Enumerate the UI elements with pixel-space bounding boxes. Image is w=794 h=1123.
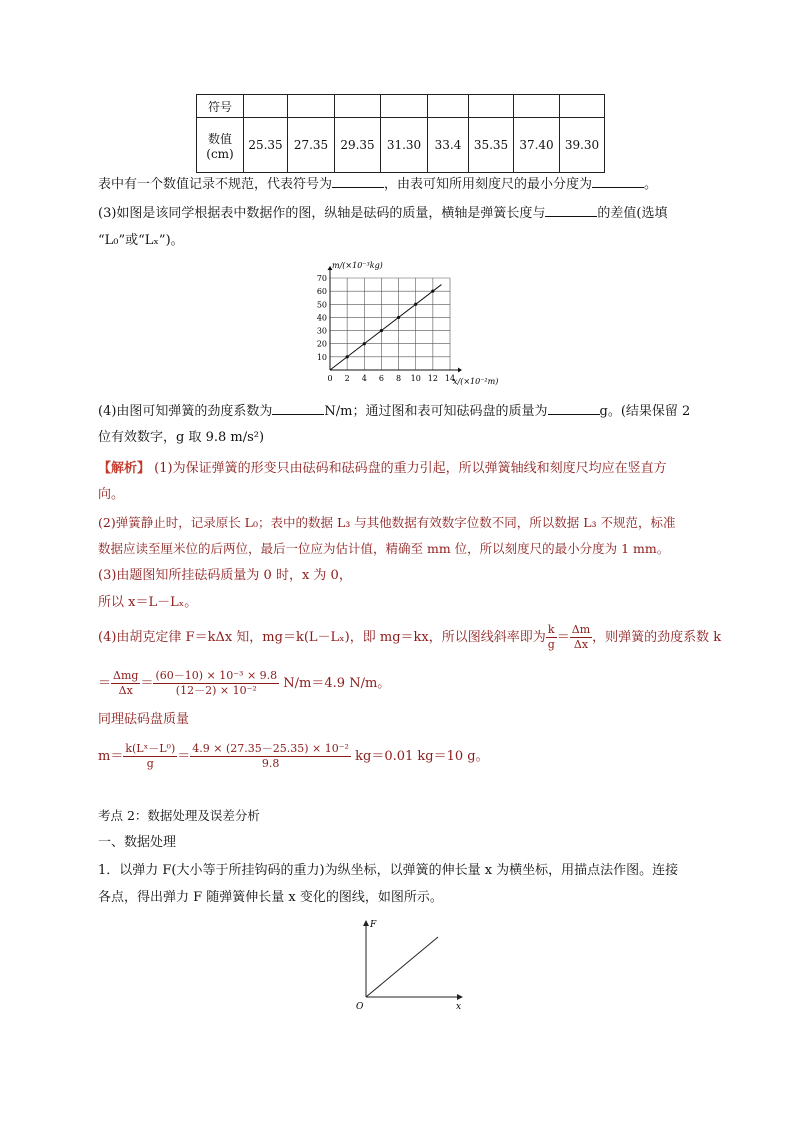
y-tick-label: 10 [316, 352, 327, 362]
solution-s1a: (1)为保证弹簧的形变只由砝码和砝码盘的重力引起，所以弹簧轴线和刻度尺均应在竖直方 [150, 461, 667, 476]
answer-blank [545, 204, 597, 217]
value-cell: 25.35 [244, 118, 288, 173]
chart-x-axis-label: x/(×10⁻²m) [453, 377, 499, 386]
m-x-chart [308, 256, 508, 392]
data-point [346, 355, 349, 358]
frac-num: 4.9 × (27.35－25.35) × 10⁻² [192, 742, 349, 755]
x-tick-label: 6 [378, 374, 384, 383]
frac-den: 9.8 [261, 757, 280, 770]
f-x-line [366, 937, 438, 997]
q4-line1 [98, 401, 703, 423]
equals: ＝ [140, 676, 154, 691]
solution-s4-tail: ，则弹簧的劲度系数 k [592, 630, 722, 645]
symbol-cell [335, 95, 381, 118]
answer-blank [272, 402, 324, 415]
frac-num: (60－10) × 10⁻³ × 9.8 [155, 669, 278, 682]
solution-s2b: 数据应读至厘米位的后两位，最后一位应为估计值，精确至 mm 位，所以刻度尺的最小分度为 1 mm。 [98, 541, 670, 556]
q2-text-c: 。 [644, 177, 658, 192]
symbol-cell [514, 95, 560, 118]
solution-s1b: 向。 [98, 487, 125, 502]
x-tick-label: 0 [327, 374, 333, 383]
y-tick-label: 20 [316, 339, 327, 349]
value-cell: 27.35 [288, 118, 335, 173]
solution-s4a: (4)由胡克定律 F＝kΔx 知，mg＝k(L－Lₓ)，即 mg＝kx，所以图线斜率即为 [98, 630, 546, 645]
y-tick-label: 50 [316, 300, 327, 310]
value-cell: 39.30 [560, 118, 605, 173]
solution-k-line [98, 664, 703, 704]
fraction-m-formula [123, 742, 177, 771]
data-table [196, 94, 605, 173]
q4-text-a: (4)由图可知弹簧的劲度系数为 [98, 404, 273, 419]
frac-den: Δx [573, 638, 589, 651]
y-tick-label: 60 [316, 287, 327, 297]
q3-text: (3)如图是该同学根据表中数据作的图，纵轴是砝码的质量，横轴是弹簧长度与 [98, 206, 546, 221]
f-axis-label: F [370, 920, 377, 930]
symbol-header: 符号 [197, 95, 244, 118]
x-tick-label: 10 [410, 374, 421, 383]
x-tick-label: 12 [427, 374, 438, 383]
fraction-dmg-over-dx [111, 669, 140, 698]
section2-sub: 一、数据处理 [98, 835, 177, 850]
data-point [363, 342, 366, 345]
solution-pan-title: 同理砝码盘质量 [98, 712, 190, 727]
q4-text-c: g。(结果保留 2 [599, 404, 691, 419]
solution-s3a: (3)由题图知所挂砝码质量为 0 时，x 为 0， [98, 568, 352, 583]
x-axis-arrow [458, 368, 462, 373]
symbol-cell [381, 95, 428, 118]
data-point [431, 290, 434, 293]
frac-den: g [146, 757, 154, 770]
q2-text-a: 表中有一个数值记录不规范，代表符号为 [98, 177, 333, 192]
symbol-cell [560, 95, 605, 118]
m-prefix: m＝ [98, 749, 124, 764]
solution-s3b: 所以 x＝L－Lₓ。 [98, 595, 198, 610]
q4-text-b: N/m；通过图和表可知砝码盘的质量为 [324, 404, 548, 419]
answer-blank [592, 175, 644, 188]
q2-line [98, 174, 703, 196]
value-cell: 37.40 [514, 118, 560, 173]
k-prefix: ＝ [98, 676, 112, 691]
q3-text-tail: 的差值(选填 [597, 206, 668, 221]
fraction-k-value [153, 669, 279, 698]
x-tick-label: 8 [396, 374, 402, 383]
symbol-cell [428, 95, 469, 118]
solution-label: 【解析】 [98, 461, 151, 476]
fraction-dm-over-dx [570, 623, 592, 652]
value-cell: 29.35 [335, 118, 381, 173]
equals: ＝ [556, 630, 570, 645]
section2-heading: 考点 2：数据处理及误差分析 [98, 808, 260, 823]
data-point [414, 303, 417, 306]
frac-den: g [547, 638, 555, 651]
solution-s4-line [98, 620, 722, 656]
x-tick-label: 4 [361, 374, 367, 383]
f-x-graph [352, 915, 472, 1013]
fraction-k-over-g [546, 623, 557, 652]
symbol-cell [469, 95, 514, 118]
frac-num: Δmg [113, 669, 139, 682]
solution-m-line [98, 737, 703, 777]
y-tick-label: 40 [316, 313, 327, 323]
x-tick-label: 14 [444, 374, 456, 383]
origin-label: O [356, 1002, 364, 1012]
k-result: N/m＝4.9 N/m。 [279, 676, 391, 691]
q2-text-b: ，由表可知所用刻度尺的最小分度为 [384, 177, 593, 192]
x-tick-label: 2 [344, 374, 350, 383]
frac-den: Δx [118, 684, 133, 697]
answer-blank [332, 175, 384, 188]
symbol-cell [288, 95, 335, 118]
m-result: kg＝0.01 kg＝10 g。 [350, 749, 489, 764]
chart-y-axis-label: m/(×10⁻³kg) [332, 261, 383, 270]
q3-line1 [98, 203, 703, 225]
chart-marks [330, 285, 441, 370]
frac-num: Δm [571, 623, 591, 636]
section2-p1b: 各点，得出弹力 F 随弹簧伸长量 x 变化的图线，如图所示。 [98, 890, 443, 905]
section2-p1a: 1．以弹力 F(大小等于所挂钩码的重力)为纵坐标，以弹簧的伸长量 x 为横坐标，用描点法作图。连接 [98, 863, 679, 878]
value-header [197, 118, 244, 173]
frac-num: k(Lˣ－L⁰) [125, 742, 176, 755]
y-tick-label: 70 [316, 274, 327, 283]
equals: ＝ [177, 749, 191, 764]
value-header-line1: 数值 [207, 131, 232, 146]
symbol-cell [244, 95, 288, 118]
frac-den: (12－2) × 10⁻² [175, 684, 257, 697]
q4-line2: 位有效数字，g 取 9.8 m/s²) [98, 430, 265, 445]
answer-blank [548, 402, 600, 415]
fraction-m-value [190, 742, 351, 771]
solution-line1 [98, 458, 703, 480]
frac-num: k [546, 623, 557, 638]
y-tick-label: 30 [316, 326, 327, 336]
value-header-line2: (cm) [206, 146, 234, 161]
data-point [397, 316, 400, 319]
value-cell: 31.30 [381, 118, 428, 173]
value-cell: 35.35 [469, 118, 514, 173]
q3-line2: “L₀”或“Lₓ”)。 [98, 233, 184, 248]
x-axis-label: x [456, 1002, 462, 1012]
data-point [380, 329, 383, 332]
value-cell: 33.4 [428, 118, 469, 173]
solution-s2a: (2)弹簧静止时，记录原长 L₀；表中的数据 L₃ 与其他数据有效数字位数不同，所以数据 L₃ 不规范，标准 [98, 515, 676, 530]
